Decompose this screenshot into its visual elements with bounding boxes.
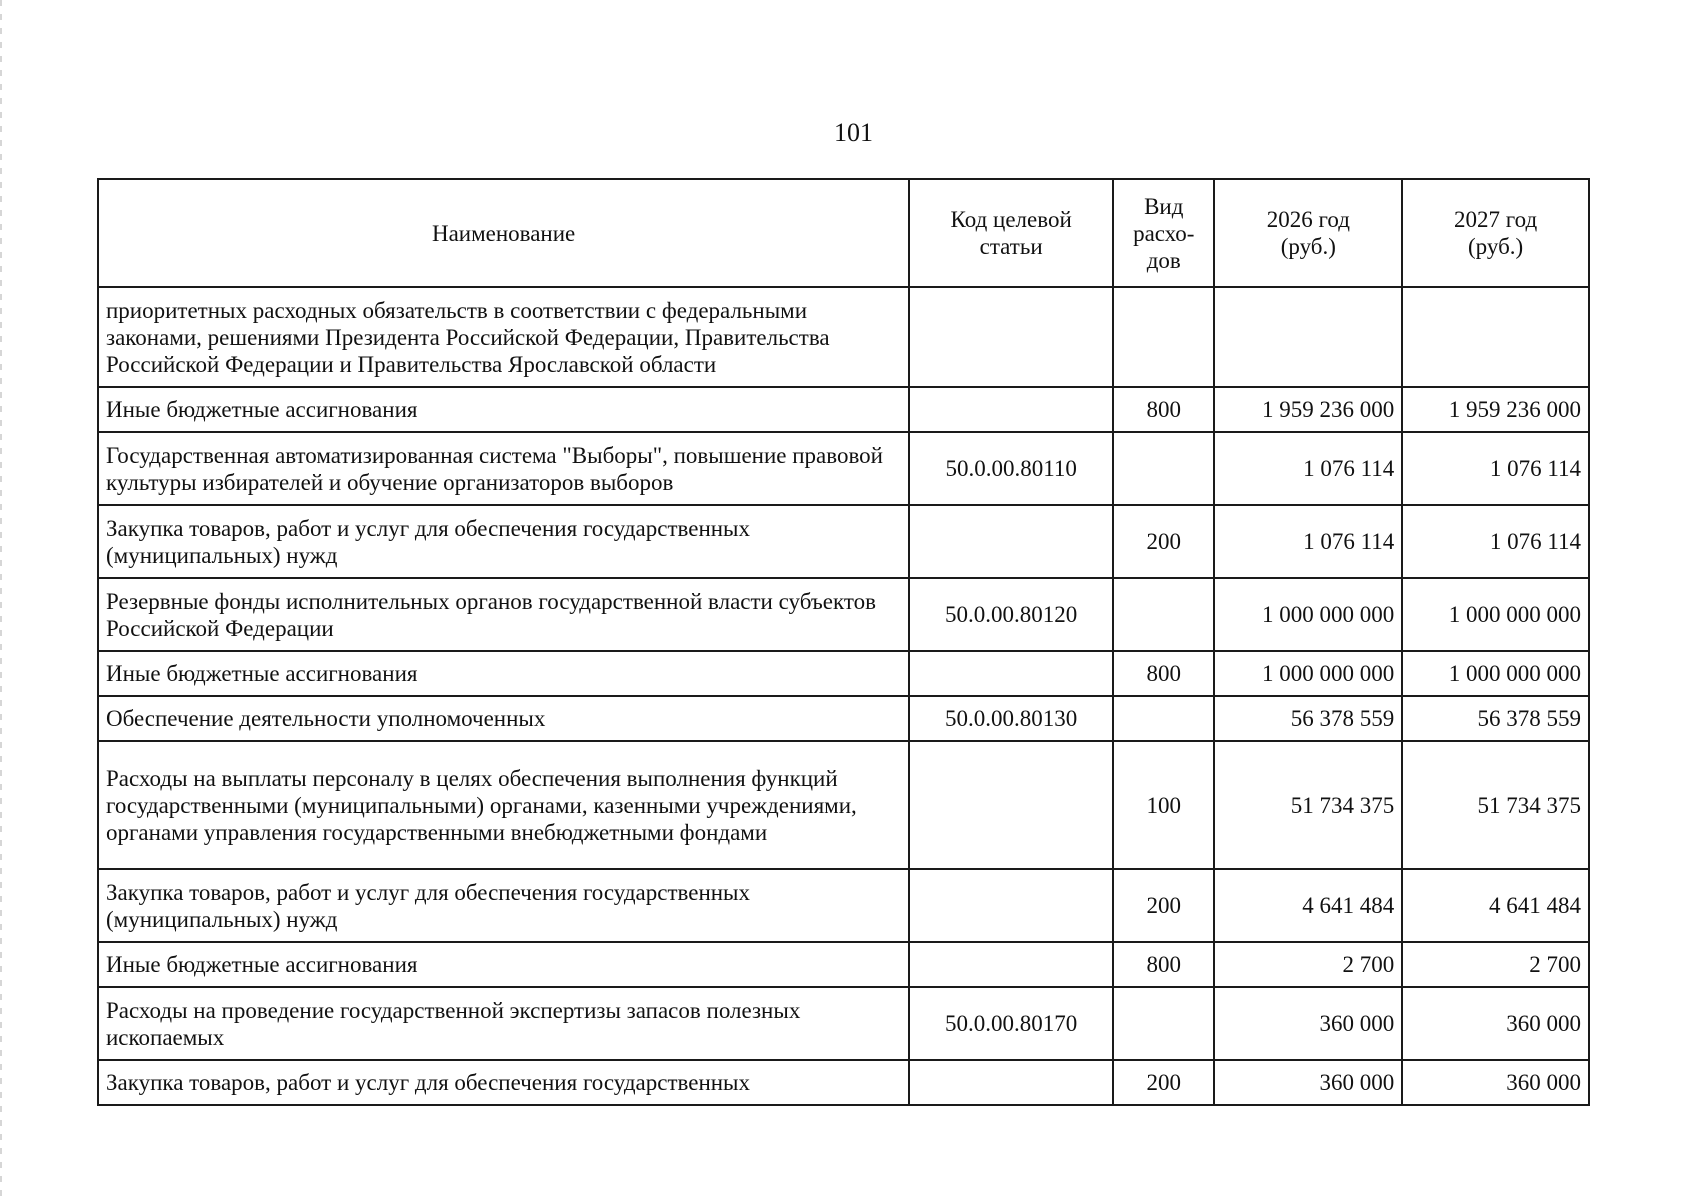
row-amount-2026: 2 700: [1214, 942, 1402, 987]
row-kind: 100: [1113, 741, 1214, 869]
row-name: Закупка товаров, работ и услуг для обеспечения государственных: [98, 1060, 909, 1105]
row-amount-2026: 1 000 000 000: [1214, 578, 1402, 651]
table-row: [98, 1060, 1589, 1105]
table-row: [98, 942, 1589, 987]
row-amount-2026: 1 076 114: [1214, 505, 1402, 578]
row-name: Расходы на проведение государственной экспертизы запасов полезных ископаемых: [98, 987, 909, 1060]
row-amount-2027: 360 000: [1402, 1060, 1589, 1105]
header-code-text: Код целевой статьи: [950, 207, 1072, 259]
row-amount-2026: 51 734 375: [1214, 741, 1402, 869]
row-kind: [1113, 287, 1214, 387]
row-amount-2027: [1402, 287, 1589, 387]
row-code: [909, 287, 1113, 387]
row-amount-2026: 360 000: [1214, 1060, 1402, 1105]
scan-edge-artifact: [0, 0, 2, 1200]
table-row: [98, 696, 1589, 741]
header-name-text: Наименование: [431, 220, 576, 246]
row-amount-2027: 2 700: [1402, 942, 1589, 987]
table-row: [98, 432, 1589, 505]
row-amount-2026: 360 000: [1214, 987, 1402, 1060]
header-year-2027-text: 2027 год (руб.): [1454, 207, 1538, 259]
row-name: Иные бюджетные ассигнования: [98, 387, 909, 432]
row-amount-2026: 1 076 114: [1214, 432, 1402, 505]
row-code: 50.0.00.80110: [909, 432, 1113, 505]
row-amount-2026: 1 959 236 000: [1214, 387, 1402, 432]
row-code: [909, 505, 1113, 578]
row-name: Обеспечение деятельности уполномоченных: [98, 696, 909, 741]
row-kind: 200: [1113, 1060, 1214, 1105]
row-amount-2027: 51 734 375: [1402, 741, 1589, 869]
row-code: 50.0.00.80130: [909, 696, 1113, 741]
header-name: [98, 179, 909, 287]
budget-table: [97, 178, 1590, 1106]
header-code: [909, 179, 1113, 287]
table-header-row: [98, 179, 1589, 287]
row-code: [909, 869, 1113, 942]
row-code: [909, 942, 1113, 987]
row-kind: 800: [1113, 387, 1214, 432]
row-amount-2026: 1 000 000 000: [1214, 651, 1402, 696]
row-name: Иные бюджетные ассигнования: [98, 942, 909, 987]
header-year-2026: [1214, 179, 1402, 287]
table-row: [98, 505, 1589, 578]
header-kind: [1113, 179, 1214, 287]
row-kind: [1113, 578, 1214, 651]
row-code: [909, 651, 1113, 696]
row-name: Резервные фонды исполнительных органов государственной власти субъектов Российской Федерации: [98, 578, 909, 651]
row-code: [909, 1060, 1113, 1105]
row-amount-2027: 1 000 000 000: [1402, 578, 1589, 651]
row-amount-2026: 56 378 559: [1214, 696, 1402, 741]
row-kind: [1113, 432, 1214, 505]
row-kind: [1113, 696, 1214, 741]
row-kind: 800: [1113, 651, 1214, 696]
row-code: [909, 741, 1113, 869]
row-name: Иные бюджетные ассигнования: [98, 651, 909, 696]
row-name: приоритетных расходных обязательств в соответствии с федеральными законами, решениями Президента Российской Федерации, Правительства Российской Федерации и Правительства Ярославской области: [98, 287, 909, 387]
row-code: 50.0.00.80120: [909, 578, 1113, 651]
row-kind: [1113, 987, 1214, 1060]
header-year-2026-text: 2026 год (руб.): [1266, 207, 1350, 259]
header-kind-text: Вид расхо- дов: [1133, 193, 1195, 273]
table-row: [98, 741, 1589, 869]
row-name: Государственная автоматизированная система "Выборы", повышение правовой культуры избирателей и обучение организаторов выборов: [98, 432, 909, 505]
row-name: Закупка товаров, работ и услуг для обеспечения государственных (муниципальных) нужд: [98, 505, 909, 578]
row-amount-2026: [1214, 287, 1402, 387]
table-row: [98, 578, 1589, 651]
row-amount-2027: 4 641 484: [1402, 869, 1589, 942]
row-amount-2027: 1 076 114: [1402, 505, 1589, 578]
table-row: [98, 987, 1589, 1060]
table-row: [98, 869, 1589, 942]
row-amount-2026: 4 641 484: [1214, 869, 1402, 942]
row-amount-2027: 1 076 114: [1402, 432, 1589, 505]
row-code: [909, 387, 1113, 432]
row-code: 50.0.00.80170: [909, 987, 1113, 1060]
table-row: [98, 651, 1589, 696]
table-row: [98, 287, 1589, 387]
row-name: Расходы на выплаты персоналу в целях обеспечения выполнения функций государственными (муниципальными) органами, казенными учреждениями, органами управления государственными внебюджетными фондами: [98, 741, 909, 869]
row-kind: 200: [1113, 505, 1214, 578]
row-amount-2027: 1 959 236 000: [1402, 387, 1589, 432]
page-number: 101: [834, 118, 873, 147]
row-amount-2027: 1 000 000 000: [1402, 651, 1589, 696]
row-amount-2027: 56 378 559: [1402, 696, 1589, 741]
row-kind: 200: [1113, 869, 1214, 942]
table-row: [98, 387, 1589, 432]
header-year-2027: [1402, 179, 1589, 287]
row-amount-2027: 360 000: [1402, 987, 1589, 1060]
row-kind: 800: [1113, 942, 1214, 987]
row-name: Закупка товаров, работ и услуг для обеспечения государственных (муниципальных) нужд: [98, 869, 909, 942]
